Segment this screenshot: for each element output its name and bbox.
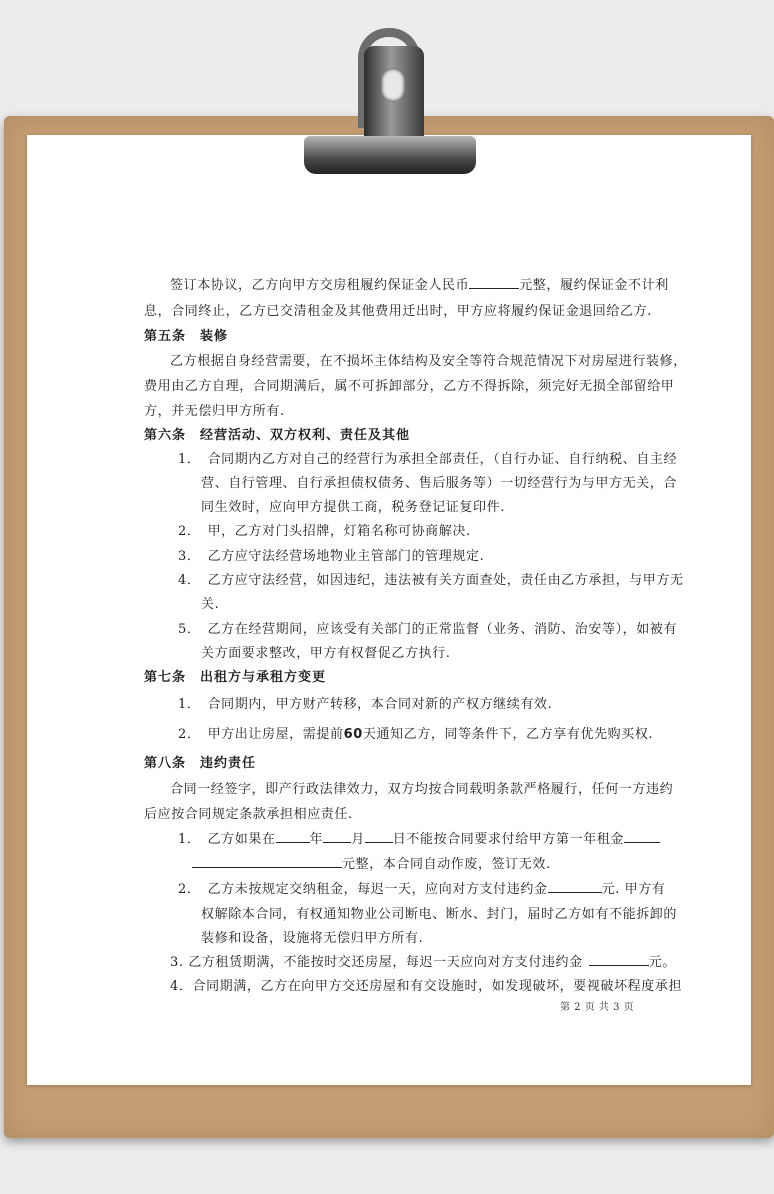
paragraph-line: 方，并无偿归甲方所有. — [144, 404, 285, 419]
paragraph-line: 合同一经签字，即产行政法律效力，双方均按合同载明条款严格履行，任何一方违约 — [170, 782, 674, 797]
section-heading-8: 第八条 违约责任 — [144, 756, 257, 771]
list-item: 2． 甲，乙方对门头招牌，灯箱名称可协商解决. — [178, 524, 471, 539]
section-heading-7: 第七条 出租方与承租方变更 — [144, 670, 327, 685]
list-item: 1． 合同期内乙方对自己的经营行为承担全部责任，（自行办证、自行纳税、自主经 — [178, 452, 678, 467]
list-item: 同生效时，应向甲方提供工商，税务登记证复印件. — [201, 500, 505, 515]
paragraph-line: 乙方根据自身经营需要，在不损坏主体结构及安全等符合规范情况下对房屋进行装修， — [170, 354, 687, 369]
list-item: 装修和设备，设施将无偿归甲方所有. — [201, 931, 424, 946]
paragraph-line: 后应按合同规定条款承担相应责任. — [144, 807, 353, 822]
list-item: 权解除本合同，有权通知物业公司断电、断水、封门，届时乙方如有不能拆卸的 — [201, 907, 678, 922]
list-item: 4． 乙方应守法经营，如因违纪，违法被有关方面查处，责任由乙方承担，与甲方无 — [178, 573, 684, 588]
list-item: 2． 甲方出让房屋，需提前60天通知乙方，同等条件下，乙方享有优先购买权. — [178, 727, 654, 742]
paragraph-line: 费用由乙方自理，合同期满后，属不可拆卸部分，乙方不得拆除，须完好无损全部留给甲 — [144, 379, 675, 394]
list-item: 1． 合同期内，甲方财产转移，本合同对新的产权方继续有效. — [178, 697, 553, 712]
list-item: 4．合同期满，乙方在向甲方交还房屋和有交设施时，如发现破坏，要视破坏程度承担 — [170, 979, 683, 994]
list-item: 营、自行管理、自行承担债权债务、售后服务等）一切经营行为与甲方无关，合 — [201, 476, 678, 491]
list-item: 3． 乙方应守法经营场地物业主管部门的管理规定. — [178, 549, 485, 564]
list-item: 1． 乙方如果在 年 月 日不能按合同要求付给甲方第一年租金 — [178, 828, 660, 847]
section-heading-6: 第六条 经营活动、双方权利、责任及其他 — [144, 428, 411, 443]
list-item: 3. 乙方租赁期满，不能按时交还房屋，每迟一天应向对方支付违约金 元。 — [170, 955, 676, 970]
list-item: 关. — [201, 597, 220, 612]
paragraph-line: 签订本协议，乙方向甲方交房租履约保证金人民币 元整，履约保证金不计利 — [170, 278, 669, 293]
binder-clip-icon — [300, 28, 478, 178]
section-heading-5: 第五条 装修 — [144, 329, 229, 344]
list-item: 2． 乙方未按规定交纳租金，每迟一天，应向对方支付违约金 元. 甲方有 — [178, 882, 666, 897]
list-item: 关方面要求整改，甲方有权督促乙方执行. — [201, 646, 451, 661]
list-item: 元整，本合同自动作废，签订无效. — [192, 853, 551, 872]
list-item: 5． 乙方在经营期间，应该受有关部门的正常监督（业务、消防、治安等），如被有 — [178, 622, 678, 637]
paragraph-line: 息，合同终止，乙方已交清租金及其他费用迁出时，甲方应将履约保证金退回给乙方. — [144, 304, 652, 319]
page-number: 第 2 页 共 3 页 — [560, 1002, 635, 1013]
